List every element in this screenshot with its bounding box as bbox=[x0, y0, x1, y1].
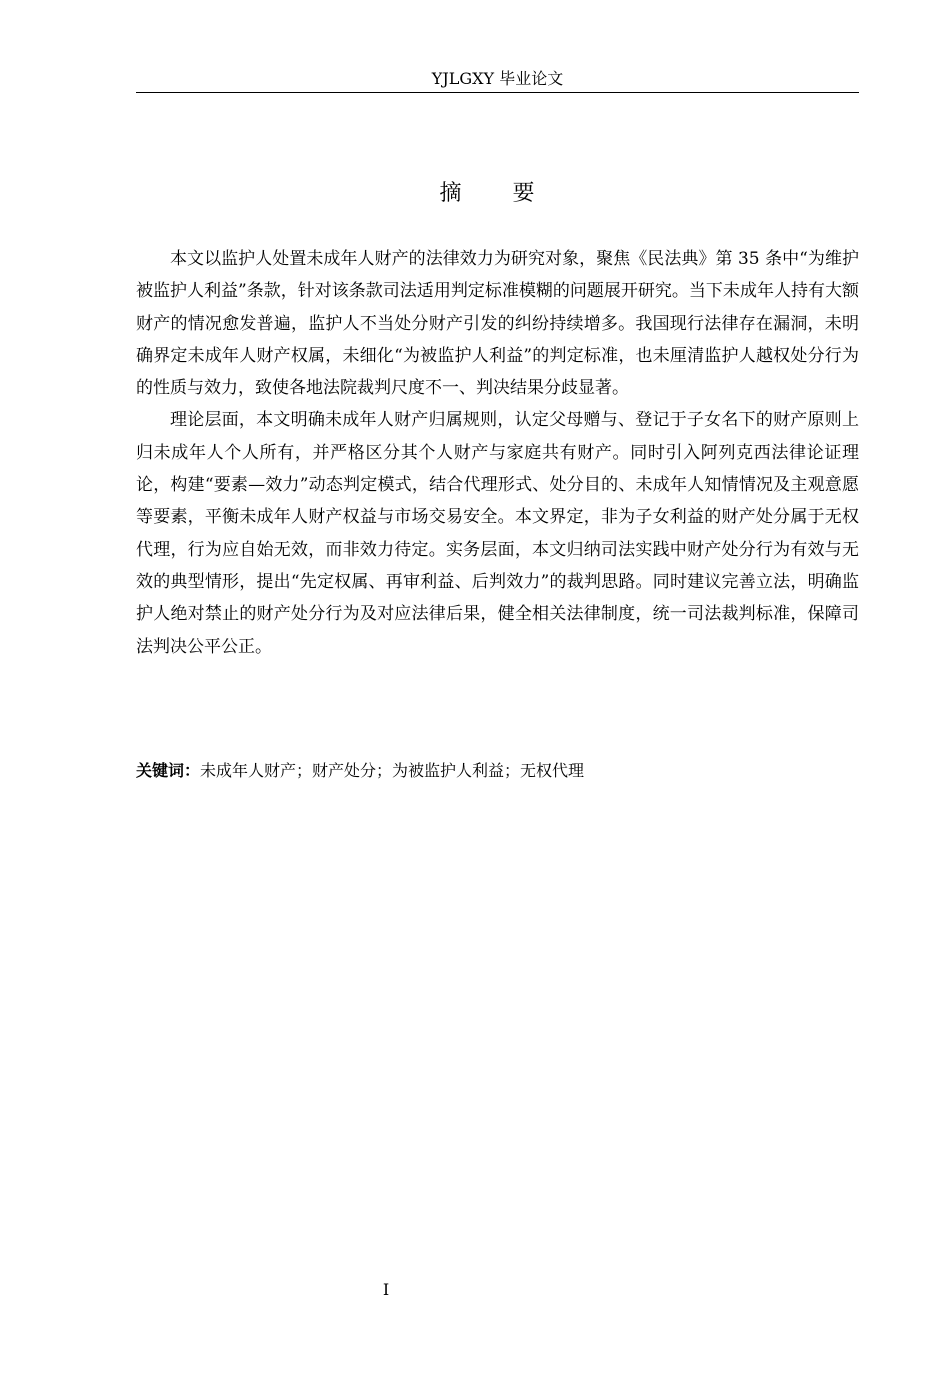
abstract-paragraph-2: 理论层面，本文明确未成年人财产归属规则，认定父母赠与、登记于子女名下的财产原则上归未成年人个人所有，并严格区分其个人财产与家庭共有财产。同时引入阿列克西法律论证理论，构建“要素—效力”动态判定模式，结合代理形式、处分目的、未成年人知情情况及主观意愿等要素，平衡未成年人财产权益与市场交易安全。本文界定，非为子女利益的财产处分属于无权代理，行为应自始无效，而非效力待定。实务层面，本文归纳司法实践中财产处分行为有效与无效的典型情形，提出“先定权属、再审利益、后判效力”的裁判思路。同时建议完善立法，明确监护人绝对禁止的财产处分行为及对应法律后果，健全相关法律制度，统一司法裁判标准，保障司法判决公平公正。 bbox=[136, 410, 859, 657]
abstract-paragraph-1: 本文以监护人处置未成年人财产的法律效力为研究对象，聚焦《民法典》第 35 条中“为维护被监护人利益”条款，针对该条款司法适用判定标准模糊的问题展开研究。当下未成年人持有大额财产的情况愈发普遍，监护人不当处分财产引发的纠纷持续增多。我国现行法律存在漏洞，未明确界定未成年人财产权属，未细化“为被监护人利益”的判定标准，也未厘清监护人越权处分行为的性质与效力，致使各地法院裁判尺度不一、判决结果分歧显著。 bbox=[136, 249, 859, 399]
abstract-title: 摘 要 bbox=[439, 181, 557, 206]
keywords-text: 未成年人财产；财产处分；为被监护人利益；无权代理 bbox=[200, 761, 585, 780]
keywords-line bbox=[136, 755, 859, 787]
page-header: YJLGXY 毕业论文 bbox=[136, 66, 859, 93]
abstract-body bbox=[136, 243, 859, 663]
page-number: I bbox=[382, 1280, 390, 1299]
keywords-label: 关键词： bbox=[136, 761, 201, 780]
